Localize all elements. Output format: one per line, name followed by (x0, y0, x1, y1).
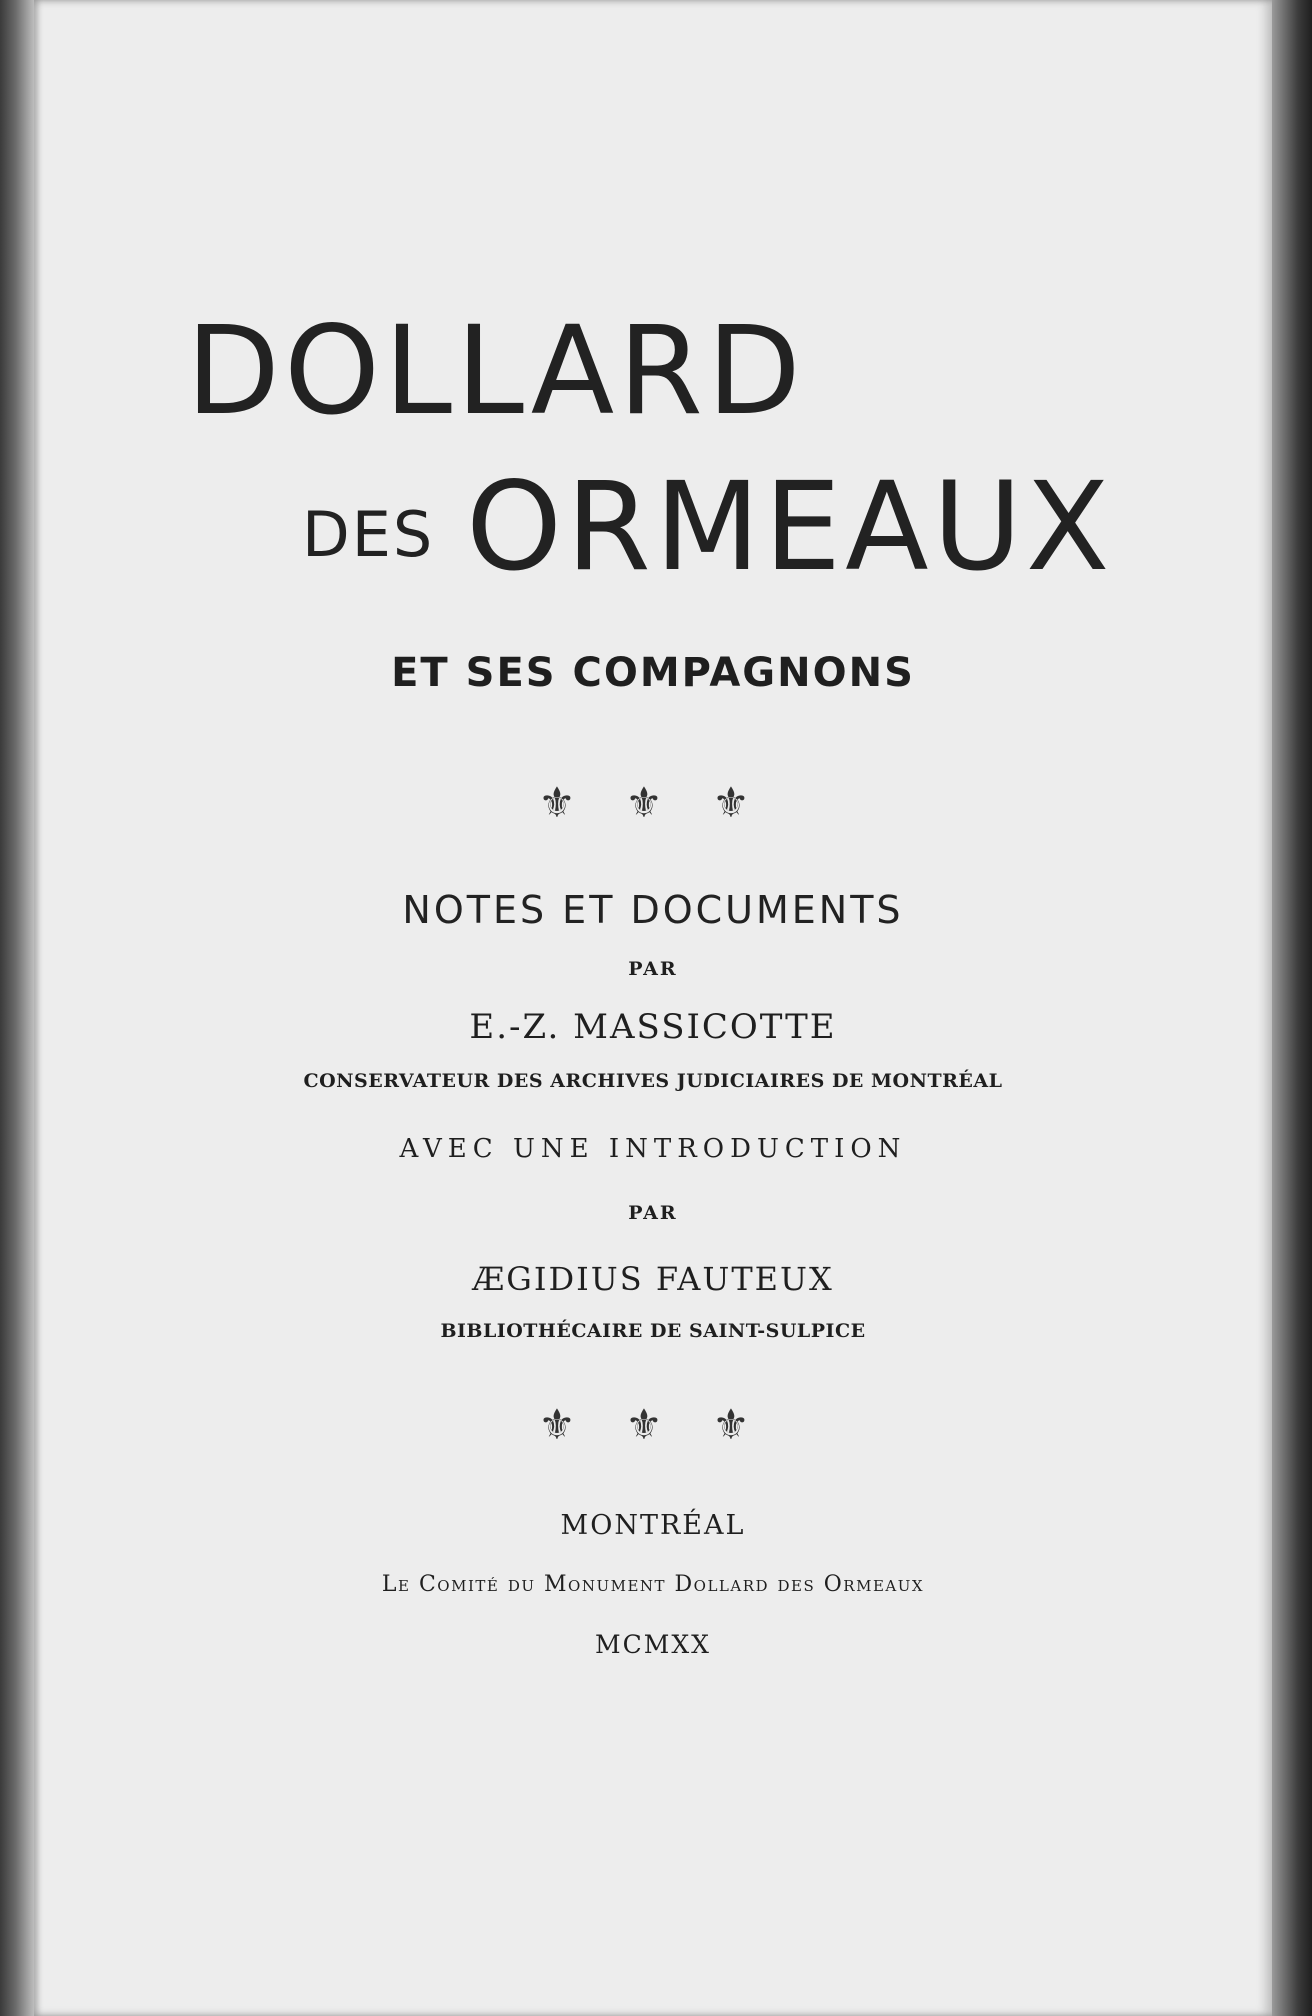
imprint-city: MONTRÉAL (560, 1510, 746, 1541)
introducer-title: BIBLIOTHÉCAIRE DE SAINT-SULPICE (440, 1320, 866, 1342)
fleur-de-lis-ornament-icon-2: ⚜ ⚜ ⚜ (538, 1400, 768, 1449)
par-label-2: PAR (628, 1202, 678, 1224)
introduction-label: AVEC UNE INTRODUCTION (399, 1134, 907, 1164)
left-page-edge (0, 0, 34, 2016)
par-label: PAR (628, 958, 678, 980)
introducer-name: ÆGIDIUS FAUTEUX (472, 1260, 834, 1298)
fleur-de-lis-ornament-icon: ⚜ ⚜ ⚜ (538, 778, 768, 827)
title-dollard: DOLLARD (186, 300, 805, 442)
imprint-year: MCMXX (595, 1630, 711, 1659)
title-des: DES (302, 498, 435, 571)
subtitle: ET SES COMPAGNONS (391, 650, 915, 696)
author-title: CONSERVATEUR DES ARCHIVES JUDICIAIRES DE MONTRÉAL (303, 1070, 1003, 1092)
author-name: E.-Z. MASSICOTTE (469, 1007, 837, 1047)
title-ormeaux: ORMEAUX (466, 456, 1114, 598)
title-page (34, 0, 1272, 2016)
imprint-publisher: Le Comité du Monument Dollard des Ormeaux (381, 1572, 925, 1597)
right-page-edge (1272, 0, 1312, 2016)
notes-heading: NOTES ET DOCUMENTS (402, 888, 904, 932)
